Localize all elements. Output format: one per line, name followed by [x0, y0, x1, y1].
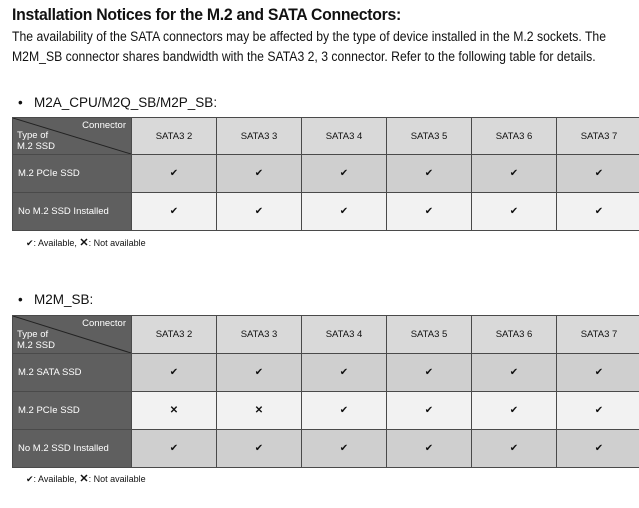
section-heading-2 [18, 292, 93, 307]
corner-type-label [17, 329, 55, 351]
check-icon: ✔ [509, 405, 519, 416]
check-icon: ✔ [424, 405, 434, 416]
intro-line-2: M2M_SB connector shares bandwidth with the SATA3 2, 3 connector. Refer to the following table for details. [12, 49, 596, 64]
cross-icon: ✕ [79, 237, 89, 249]
check-icon: ✔ [509, 367, 519, 378]
intro-line-1: The availability of the SATA connectors may be affected by the type of device installed in the M.2 sockets. The [12, 29, 607, 44]
check-icon: ✔ [594, 206, 604, 217]
column-header: SATA3 4 [302, 118, 387, 155]
check-icon: ✔ [339, 206, 349, 217]
cross-icon: ✕ [169, 405, 179, 416]
availability-cell [132, 354, 217, 392]
check-icon: ✔ [509, 168, 519, 179]
availability-cell [302, 155, 387, 193]
availability-cell [557, 155, 639, 193]
section-heading-2-text: M2M_SB: [34, 292, 94, 307]
corner-header [13, 316, 132, 354]
cross-icon: ✕ [254, 405, 264, 416]
availability-cell [217, 392, 302, 430]
check-icon: ✔ [339, 168, 349, 179]
column-header: SATA3 4 [302, 316, 387, 354]
intro-paragraph [12, 27, 639, 67]
column-header: SATA3 5 [387, 316, 472, 354]
corner-type-line-1: Type of [17, 329, 49, 340]
column-header: SATA3 7 [557, 316, 639, 354]
legend-not-available-text: : Not available [88, 474, 146, 484]
check-icon: ✔ [509, 443, 519, 454]
availability-cell [217, 430, 302, 468]
corner-type-line-2: M.2 SSD [17, 340, 56, 351]
bullet-icon: • [18, 95, 23, 110]
check-icon: ✔ [339, 443, 349, 454]
section-heading-1-text: M2A_CPU/M2Q_SB/M2P_SB: [34, 95, 218, 110]
corner-header [13, 118, 132, 155]
check-icon: ✔ [424, 206, 434, 217]
column-header: SATA3 6 [472, 118, 557, 155]
compat-table-1 [12, 117, 639, 231]
column-header: SATA3 2 [132, 316, 217, 354]
check-icon: ✔ [424, 367, 434, 378]
check-icon: ✔ [254, 443, 264, 454]
table-header-row [13, 118, 639, 155]
cross-icon: ✕ [79, 473, 89, 485]
availability-cell [387, 193, 472, 231]
table-row [13, 354, 639, 392]
check-icon: ✔ [169, 367, 179, 378]
row-label: M.2 PCIe SSD [13, 392, 132, 430]
availability-cell [302, 193, 387, 231]
legend-available-text: : Available, [33, 474, 80, 484]
column-header: SATA3 5 [387, 118, 472, 155]
check-icon: ✔ [594, 168, 604, 179]
column-header: SATA3 6 [472, 316, 557, 354]
legend-available-text: : Available, [33, 238, 80, 248]
availability-cell [387, 354, 472, 392]
check-icon: ✔ [169, 443, 179, 454]
check-icon: ✔ [594, 443, 604, 454]
availability-cell [472, 193, 557, 231]
availability-cell [557, 392, 639, 430]
availability-cell [302, 430, 387, 468]
column-header: SATA3 3 [217, 118, 302, 155]
check-icon: ✔ [26, 238, 34, 248]
check-icon: ✔ [339, 367, 349, 378]
availability-cell [387, 155, 472, 193]
check-icon: ✔ [594, 367, 604, 378]
row-label: No M.2 SSD Installed [13, 430, 132, 468]
check-icon: ✔ [169, 168, 179, 179]
availability-cell [557, 193, 639, 231]
check-icon: ✔ [509, 206, 519, 217]
column-header: SATA3 2 [132, 118, 217, 155]
availability-cell [557, 430, 639, 468]
legend-not-available-text: : Not available [88, 238, 146, 248]
availability-cell [387, 430, 472, 468]
legend-1 [26, 236, 146, 249]
availability-cell [132, 430, 217, 468]
availability-cell [217, 193, 302, 231]
check-icon: ✔ [254, 206, 264, 217]
availability-cell [387, 392, 472, 430]
section-heading-1 [18, 95, 217, 110]
check-icon: ✔ [254, 367, 264, 378]
availability-cell [217, 155, 302, 193]
availability-cell [472, 392, 557, 430]
table-header-row [13, 316, 639, 354]
availability-cell [132, 392, 217, 430]
check-icon: ✔ [594, 405, 604, 416]
check-icon: ✔ [339, 405, 349, 416]
legend-2 [26, 472, 146, 485]
table-row [13, 193, 639, 231]
availability-cell [217, 354, 302, 392]
corner-type-label [17, 130, 55, 152]
availability-cell [302, 392, 387, 430]
table-row [13, 392, 639, 430]
bullet-icon: • [18, 292, 23, 307]
availability-cell [132, 193, 217, 231]
check-icon: ✔ [26, 474, 34, 484]
corner-type-line-2: M.2 SSD [17, 141, 56, 152]
page-title: Installation Notices for the M.2 and SATA Connectors: [12, 5, 401, 24]
corner-connector-label: Connector [82, 120, 126, 131]
availability-cell [132, 155, 217, 193]
check-icon: ✔ [169, 206, 179, 217]
availability-cell [472, 155, 557, 193]
row-label: M.2 PCIe SSD [13, 155, 132, 193]
corner-connector-label: Connector [82, 318, 126, 329]
check-icon: ✔ [424, 443, 434, 454]
availability-cell [472, 354, 557, 392]
table-row [13, 430, 639, 468]
row-label: No M.2 SSD Installed [13, 193, 132, 231]
check-icon: ✔ [254, 168, 264, 179]
table-row [13, 155, 639, 193]
availability-cell [557, 354, 639, 392]
column-header: SATA3 3 [217, 316, 302, 354]
check-icon: ✔ [424, 168, 434, 179]
corner-type-line-1: Type of [17, 130, 49, 141]
row-label: M.2 SATA SSD [13, 354, 132, 392]
column-header: SATA3 7 [557, 118, 639, 155]
compat-table-2 [12, 315, 639, 468]
availability-cell [302, 354, 387, 392]
availability-cell [472, 430, 557, 468]
